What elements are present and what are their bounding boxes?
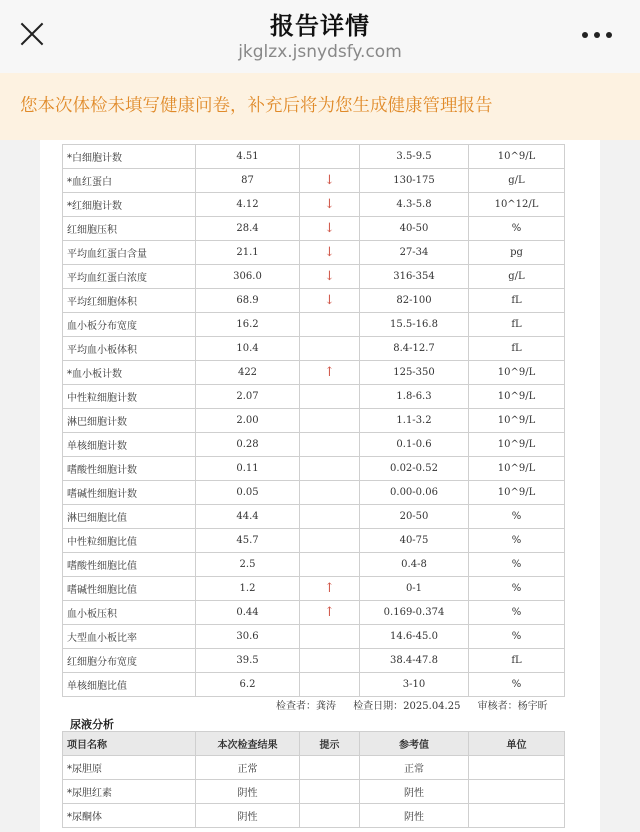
table-row [63, 756, 565, 780]
reference-cell: 40-75 [360, 529, 469, 553]
table-row [63, 457, 565, 481]
item-name-cell: *白细胞计数 [63, 145, 196, 169]
reference-cell: 82-100 [360, 289, 469, 313]
reference-cell: 3.5-9.5 [360, 145, 469, 169]
table-row [63, 265, 565, 289]
table-row [63, 409, 565, 433]
report-document [40, 140, 600, 832]
item-name-cell: 血小板分布宽度 [63, 313, 196, 337]
reference-cell: 1.8-6.3 [360, 385, 469, 409]
blood-routine-table [62, 144, 565, 697]
table-row [63, 601, 565, 625]
item-name-cell: 淋巴细胞比值 [63, 505, 196, 529]
item-name-cell: 血小板压积 [63, 601, 196, 625]
result-cell: 4.12 [196, 193, 300, 217]
reference-cell: 14.6-45.0 [360, 625, 469, 649]
item-name-cell: 平均血小板体积 [63, 337, 196, 361]
table-row [63, 529, 565, 553]
flag-cell [300, 756, 360, 780]
item-name-cell: 嗜酸性细胞计数 [63, 457, 196, 481]
table-row [63, 553, 565, 577]
result-cell: 0.44 [196, 601, 300, 625]
header-unit: 单位 [469, 732, 565, 756]
result-cell: 0.05 [196, 481, 300, 505]
item-name-cell: 中性粒细胞计数 [63, 385, 196, 409]
flag-cell [300, 649, 360, 673]
flag-cell: ↑ [300, 601, 360, 625]
reference-cell: 1.1-3.2 [360, 409, 469, 433]
reference-cell: 125-350 [360, 361, 469, 385]
item-name-cell: 嗜酸性细胞比值 [63, 553, 196, 577]
flag-cell [300, 804, 360, 828]
item-name-cell: *尿胆原 [63, 756, 196, 780]
unit-cell: pg [469, 241, 565, 265]
unit-cell [469, 804, 565, 828]
result-cell: 2.5 [196, 553, 300, 577]
item-name-cell: 单核细胞计数 [63, 433, 196, 457]
item-name-cell: *血红蛋白 [63, 169, 196, 193]
flag-cell: ↑ [300, 577, 360, 601]
flag-cell: ↑ [300, 361, 360, 385]
table-row [63, 145, 565, 169]
table-row [63, 481, 565, 505]
item-name-cell: 平均血红蛋白浓度 [63, 265, 196, 289]
unit-cell: % [469, 625, 565, 649]
unit-cell [469, 756, 565, 780]
table-row [63, 361, 565, 385]
unit-cell: % [469, 217, 565, 241]
unit-cell: 10^9/L [469, 481, 565, 505]
flag-cell: ↓ [300, 265, 360, 289]
result-cell: 306.0 [196, 265, 300, 289]
table-row [63, 780, 565, 804]
reference-cell: 38.4-47.8 [360, 649, 469, 673]
unit-cell: 10^9/L [469, 145, 565, 169]
result-cell: 45.7 [196, 529, 300, 553]
unit-cell: % [469, 577, 565, 601]
result-cell: 44.4 [196, 505, 300, 529]
unit-cell: fL [469, 337, 565, 361]
item-name-cell: 中性粒细胞比值 [63, 529, 196, 553]
reference-cell: 0.1-0.6 [360, 433, 469, 457]
item-name-cell: 平均血红蛋白含量 [63, 241, 196, 265]
reference-cell: 0.4-8 [360, 553, 469, 577]
table-row [63, 337, 565, 361]
result-cell: 422 [196, 361, 300, 385]
unit-cell: g/L [469, 169, 565, 193]
table-row [63, 385, 565, 409]
result-cell: 30.6 [196, 625, 300, 649]
unit-cell [469, 780, 565, 804]
item-name-cell: 大型血小板比率 [63, 625, 196, 649]
result-cell: 10.4 [196, 337, 300, 361]
result-cell: 0.28 [196, 433, 300, 457]
item-name-cell: *红细胞计数 [63, 193, 196, 217]
result-cell: 阴性 [196, 780, 300, 804]
unit-cell: 10^9/L [469, 385, 565, 409]
unit-cell: % [469, 673, 565, 697]
item-name-cell: 淋巴细胞计数 [63, 409, 196, 433]
table-row [63, 505, 565, 529]
reference-cell: 阴性 [360, 780, 469, 804]
item-name-cell: *血小板计数 [63, 361, 196, 385]
unit-cell: % [469, 529, 565, 553]
unit-cell: fL [469, 313, 565, 337]
flag-cell [300, 505, 360, 529]
result-cell: 2.07 [196, 385, 300, 409]
table-row [63, 193, 565, 217]
reference-cell: 130-175 [360, 169, 469, 193]
reviewer-label: 审核者：杨宇昕 [477, 701, 548, 712]
report-signature-line [276, 697, 562, 712]
unit-cell: g/L [469, 265, 565, 289]
urine-section-title: 尿液分析 [70, 718, 114, 731]
flag-cell [300, 553, 360, 577]
reference-cell: 27-34 [360, 241, 469, 265]
flag-cell: ↓ [300, 289, 360, 313]
questionnaire-notice-banner[interactable]: 您本次体检未填写健康问卷，补充后将为您生成健康管理报告 [0, 73, 640, 140]
flag-cell [300, 433, 360, 457]
flag-cell [300, 145, 360, 169]
reference-cell: 0.00-0.06 [360, 481, 469, 505]
flag-cell [300, 673, 360, 697]
unit-cell: 10^12/L [469, 193, 565, 217]
item-name-cell: 嗜碱性细胞计数 [63, 481, 196, 505]
table-row [63, 804, 565, 828]
table-row [63, 649, 565, 673]
item-name-cell: 平均红细胞体积 [63, 289, 196, 313]
result-cell: 87 [196, 169, 300, 193]
reference-cell: 40-50 [360, 217, 469, 241]
result-cell: 39.5 [196, 649, 300, 673]
header-result: 本次检查结果 [196, 732, 300, 756]
reference-cell: 0.02-0.52 [360, 457, 469, 481]
unit-cell: 10^9/L [469, 409, 565, 433]
reference-cell: 8.4-12.7 [360, 337, 469, 361]
table-header-row [63, 732, 565, 756]
flag-cell [300, 409, 360, 433]
flag-cell [300, 457, 360, 481]
exam-date-label: 检查日期：2025.04.25 [353, 701, 461, 712]
reference-cell: 0-1 [360, 577, 469, 601]
flag-cell [300, 780, 360, 804]
flag-cell: ↓ [300, 193, 360, 217]
flag-cell [300, 313, 360, 337]
flag-cell: ↓ [300, 241, 360, 265]
result-cell: 0.11 [196, 457, 300, 481]
result-cell: 1.2 [196, 577, 300, 601]
unit-cell: % [469, 553, 565, 577]
page-title: 报告详情 [270, 12, 370, 40]
result-cell: 4.51 [196, 145, 300, 169]
item-name-cell: 单核细胞比值 [63, 673, 196, 697]
more-dots-icon[interactable] [582, 30, 614, 40]
result-cell: 阴性 [196, 804, 300, 828]
reference-cell: 20-50 [360, 505, 469, 529]
result-cell: 68.9 [196, 289, 300, 313]
table-row [63, 577, 565, 601]
reference-cell: 3-10 [360, 673, 469, 697]
reference-cell: 0.169-0.374 [360, 601, 469, 625]
item-name-cell: *尿酮体 [63, 804, 196, 828]
unit-cell: 10^9/L [469, 361, 565, 385]
header-reference: 参考值 [360, 732, 469, 756]
result-cell: 2.00 [196, 409, 300, 433]
result-cell: 6.2 [196, 673, 300, 697]
flag-cell [300, 337, 360, 361]
table-row [63, 289, 565, 313]
result-cell: 16.2 [196, 313, 300, 337]
reference-cell: 15.5-16.8 [360, 313, 469, 337]
unit-cell: % [469, 601, 565, 625]
result-cell: 正常 [196, 756, 300, 780]
flag-cell: ↓ [300, 217, 360, 241]
item-name-cell: *尿胆红素 [63, 780, 196, 804]
table-row [63, 169, 565, 193]
examiner-label: 检查者：龚涛 [276, 701, 336, 712]
result-cell: 28.4 [196, 217, 300, 241]
table-row [63, 241, 565, 265]
unit-cell: % [469, 505, 565, 529]
reference-cell: 316-354 [360, 265, 469, 289]
table-row [63, 673, 565, 697]
reference-cell: 阴性 [360, 804, 469, 828]
page-url: jkglzx.jsnydsfy.com [238, 42, 402, 62]
table-row [63, 625, 565, 649]
unit-cell: 10^9/L [469, 433, 565, 457]
item-name-cell: 红细胞分布宽度 [63, 649, 196, 673]
urine-analysis-table [62, 731, 565, 828]
result-cell: 21.1 [196, 241, 300, 265]
table-row [63, 217, 565, 241]
header-flag: 提示 [300, 732, 360, 756]
item-name-cell: 红细胞压积 [63, 217, 196, 241]
table-row [63, 433, 565, 457]
header-item-name: 项目名称 [63, 732, 196, 756]
table-row [63, 313, 565, 337]
reference-cell: 4.3-5.8 [360, 193, 469, 217]
flag-cell [300, 529, 360, 553]
unit-cell: 10^9/L [469, 457, 565, 481]
flag-cell [300, 385, 360, 409]
reference-cell: 正常 [360, 756, 469, 780]
unit-cell: fL [469, 289, 565, 313]
item-name-cell: 嗜碱性细胞比值 [63, 577, 196, 601]
flag-cell [300, 481, 360, 505]
flag-cell: ↓ [300, 169, 360, 193]
unit-cell: fL [469, 649, 565, 673]
flag-cell [300, 625, 360, 649]
top-navigation-bar [0, 0, 640, 73]
